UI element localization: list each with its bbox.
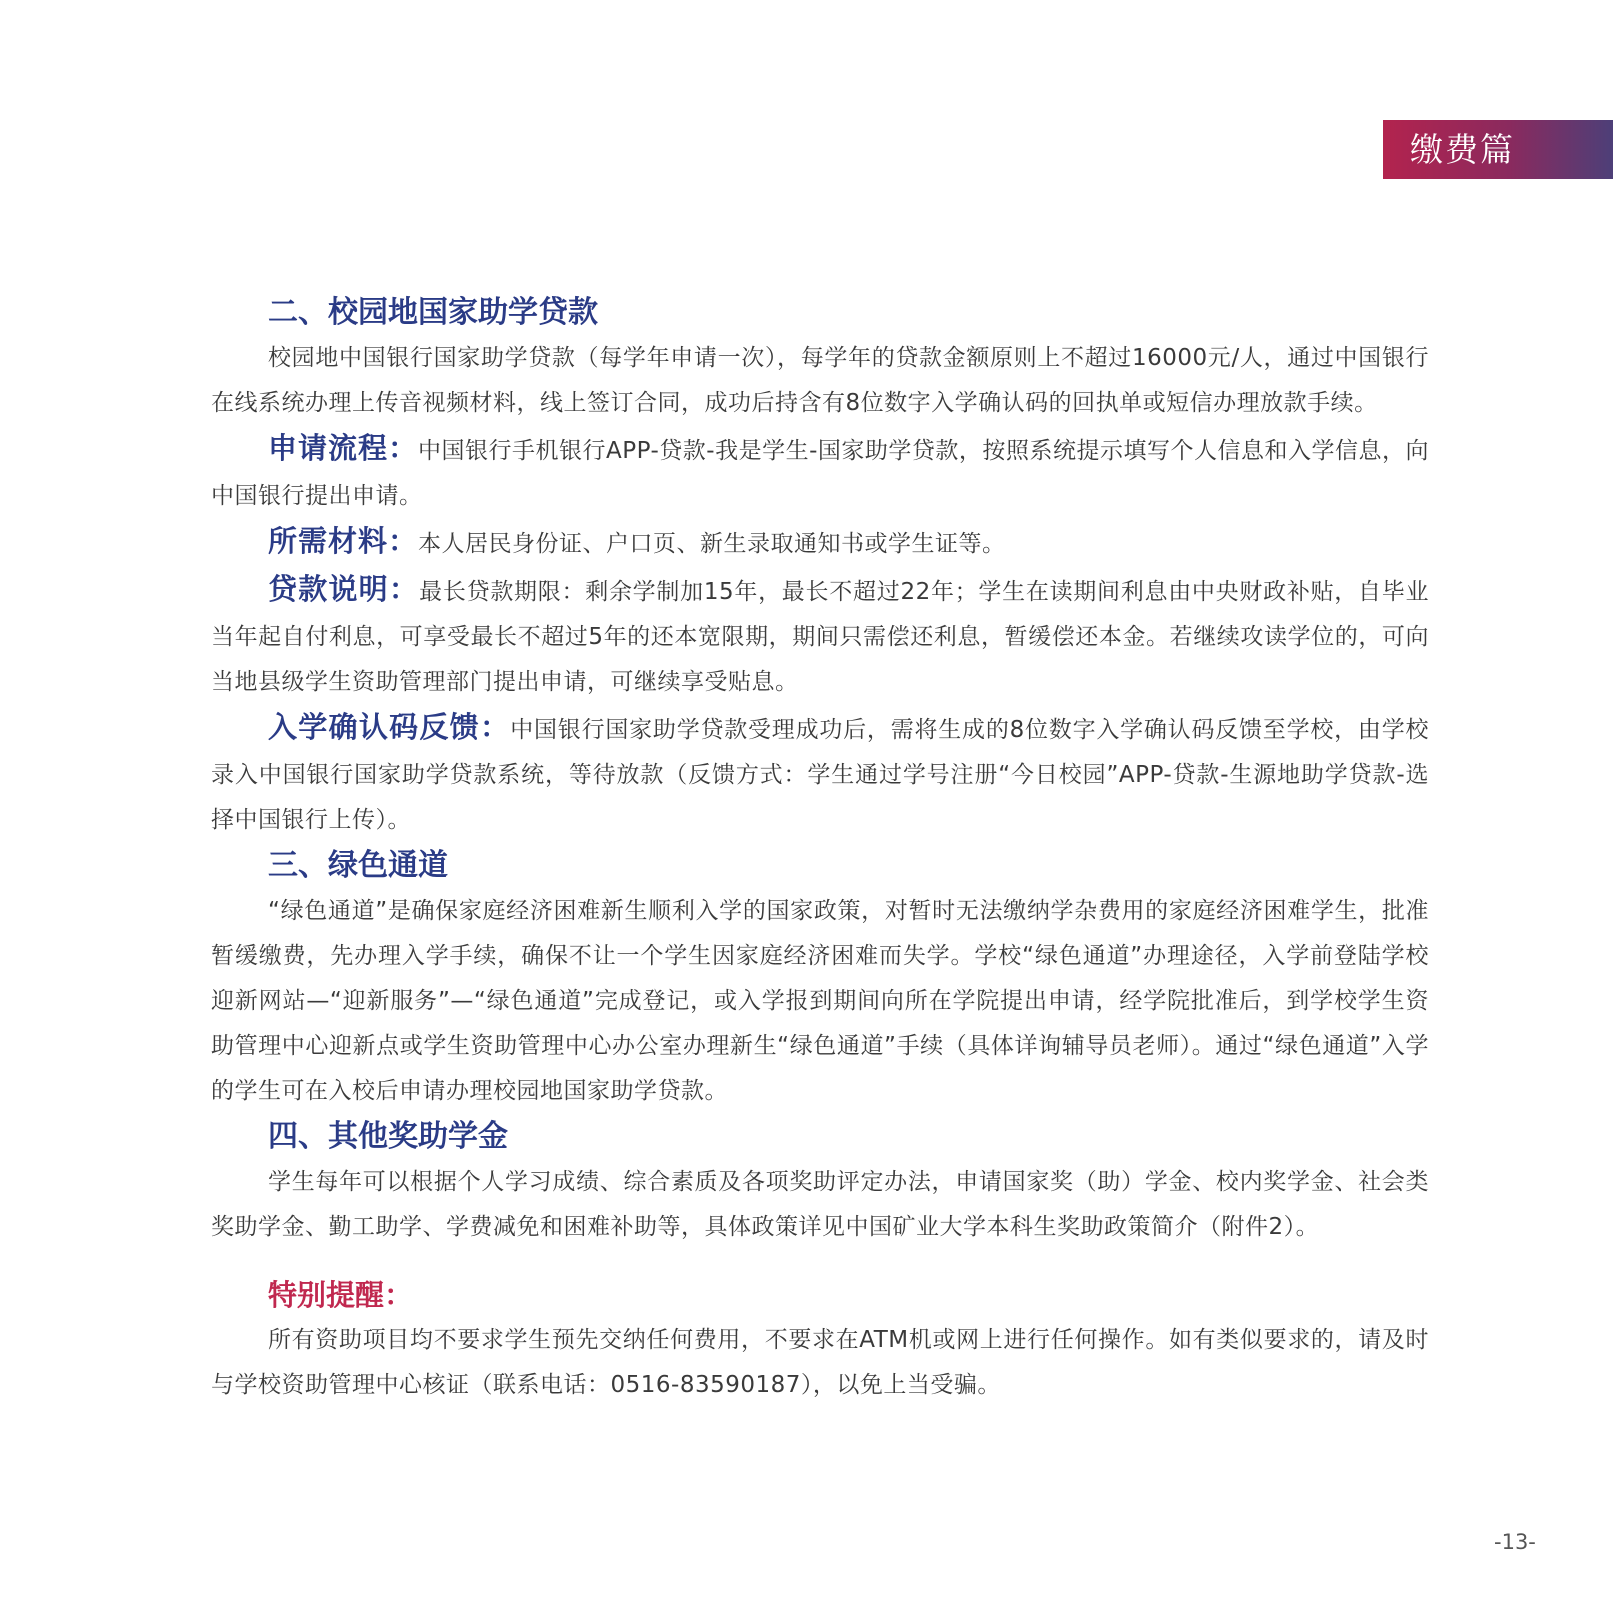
section-tab: 缴费篇 — [1383, 120, 1613, 179]
other-text: 学生每年可以根据个人学习成绩、综合素质及各项奖助评定办法，申请国家奖（助）学金、校内奖学金、社会类奖助学金、勤工助学、学费减免和困难补助等，具体政策详见中国矿业大学本科生奖助政策简介（附件2）。 — [211, 1169, 1429, 1240]
loan-notes — [211, 567, 1429, 705]
process-text: 中国银行手机银行APP-贷款-我是学生-国家助学贷款，按照系统提示填写个人信息和入学信息，向中国银行提出申请。 — [211, 438, 1429, 509]
alert-text: 所有资助项目均不要求学生预先交纳任何费用，不要求在ATM机或网上进行任何操作。如有类似要求的，请及时与学校资助管理中心核证（联系电话：0516-83590187），以免上当受骗。 — [211, 1327, 1429, 1398]
materials-text: 本人居民身份证、户口页、新生录取通知书或学生证等。 — [418, 531, 1006, 557]
code-label: 入学确认码反馈： — [268, 710, 511, 744]
code-text: 中国银行国家助学贷款受理成功后，需将生成的8位数字入学确认码反馈至学校，由学校录入中国银行国家助学贷款系统，等待放款（反馈方式：学生通过学号注册“今日校园”APP-贷款-生源地助学贷款-选择中国银行上传）。 — [211, 717, 1429, 833]
loan-process — [211, 426, 1429, 519]
notes-text: 最长贷款期限：剩余学制加15年，最长不超过22年；学生在读期间利息由中央财政补贴，自毕业当年起自付利息，可享受最长不超过5年的还本宽限期，期间只需偿还利息，暂缓偿还本金。若继续攻读学位的，可向当地县级学生资助管理部门提出申请，可继续享受贴息。 — [211, 579, 1429, 695]
section-heading-green: 三、绿色通道 — [268, 848, 448, 883]
section-heading-loan: 二、校园地国家助学贷款 — [268, 295, 598, 330]
loan-materials — [211, 519, 1429, 567]
notes-label: 贷款说明： — [268, 572, 420, 606]
loan-code-feedback — [211, 705, 1429, 843]
process-label: 申请流程： — [268, 431, 419, 465]
section-heading-other: 四、其他奖助学金 — [268, 1119, 508, 1154]
alert-heading: 特别提醒： — [268, 1278, 414, 1312]
materials-label: 所需材料： — [268, 524, 419, 558]
page-number: -13- — [1494, 1530, 1536, 1554]
loan-intro: 校园地中国银行国家助学贷款（每学年申请一次），每学年的贷款金额原则上不超过16000元/人，通过中国银行在线系统办理上传音视频材料，线上签订合同，成功后持含有8位数字入学确认码的回执单或短信办理放款手续。 — [211, 345, 1429, 416]
green-text: “绿色通道”是确保家庭经济困难新生顺利入学的国家政策，对暂时无法缴纳学杂费用的家庭经济困难学生，批准暂缓缴费，先办理入学手续，确保不让一个学生因家庭经济困难而失学。学校“绿色通道”办理途径，入学前登陆学校迎新网站—“迎新服务”—“绿色通道”完成登记，或入学报到期间向所在学院提出申请，经学院批准后，到学校学生资助管理中心迎新点或学生资助管理中心办公室办理新生“绿色通道”手续（具体详询辅导员老师）。通过“绿色通道”入学的学生可在入校后申请办理校园地国家助学贷款。 — [211, 898, 1429, 1104]
page-content — [211, 290, 1429, 1408]
